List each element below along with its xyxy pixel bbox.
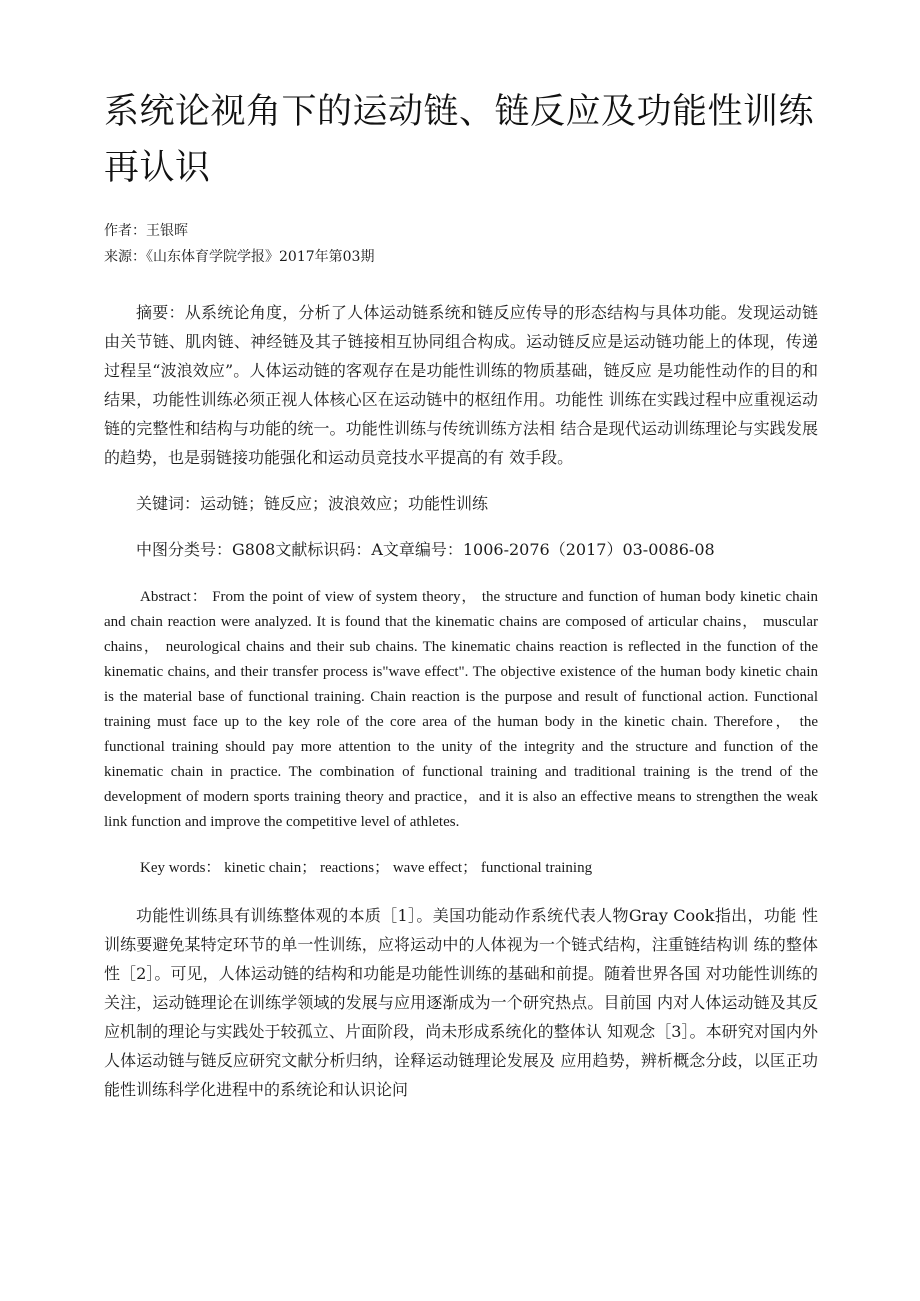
body-paragraph: 功能性训练具有训练整体观的本质［1］。美国功能动作系统代表人物Gray Cook指出，功能 性训练要避免某特定环节的单一性训练，应将运动中的人体视为一个链式结构，注重链结构训 练的整体性［2］。可见，人体运动链的结构和功能是功能性训练的基础和前提。随着世界各国 对功能性训练的关注，运动链理论在训练学领域的发展与应用逐渐成为一个研究热点。目前国 内对人体运动链及其反应机制的理论与实践处于较孤立、片面阶段，尚未形成系统化的整体认 知观念［3］。本研究对国内外人体运动链与链反应研究文献分析归纳，诠释运动链理论发展及 应用趋势，辨析概念分歧，以匡正功能性训练科学化进程中的系统论和认识论问 [104, 906, 818, 1099]
article-title: 系统论视角下的运动链、链反应及功能性训练再认识 [104, 92, 815, 188]
classification-line: 中图分类号：G808文献标识码：A文章编号：1006-2076（2017）03-0086-08 [136, 540, 715, 559]
abstract-english: Abstract： From the point of view of system theory， the structure and function of human body kinetic chain and chain reaction were analyzed. It is found that the kinematic chains are composed of articular chains， muscular chains， neurological chains and their sub chains. The kinematic chains reaction is reflected in the function of the kinematic chains, and their transfer process is"wave effect". The objective existence of the human body kinetic chain is the material base of functional training. Chain reaction is the purpose and result of functional action. Functional training must face up to the key role of the core area of the human body in the kinetic chain. Therefore， the functional training should pay more attention to the unity of the integrity and the structure and function of the kinematic chain in practice. The combination of functional training and traditional training is the trend of the development of modern sports training theory and practice，and it is also an effective means to strengthen the weak link function and improve the competitive level of athletes. [104, 589, 818, 830]
source-line: 来源：《山东体育学院学报》2017年第03期 [104, 249, 375, 265]
author-line: 作者：王银晖 [104, 223, 188, 239]
article-page [104, 84, 818, 1104]
abstract-chinese: 摘要：从系统论角度，分析了人体运动链系统和链反应传导的形态结构与具体功能。发现运动链由关节链、肌肉链、神经链及其子链接相互协同组合构成。运动链反应是运动链功能上的体现，传递过程呈“波浪效应”。人体运动链的客观存在是功能性训练的物质基础，链反应 是功能性动作的目的和结果，功能性训练必须正视人体核心区在运动链中的枢纽作用。功能性 训练在实践过程中应重视运动链的完整性和结构与功能的统一。功能性训练与传统训练方法相 结合是现代运动训练理论与实践发展的趋势，也是弱链接功能强化和运动员竞技水平提高的有 效手段。 [104, 303, 818, 467]
keywords-english: Key words： kinetic chain； reactions； wave effect； functional training [140, 860, 593, 876]
keywords-chinese: 关键词：运动链；链反应；波浪效应；功能性训练 [136, 494, 489, 513]
